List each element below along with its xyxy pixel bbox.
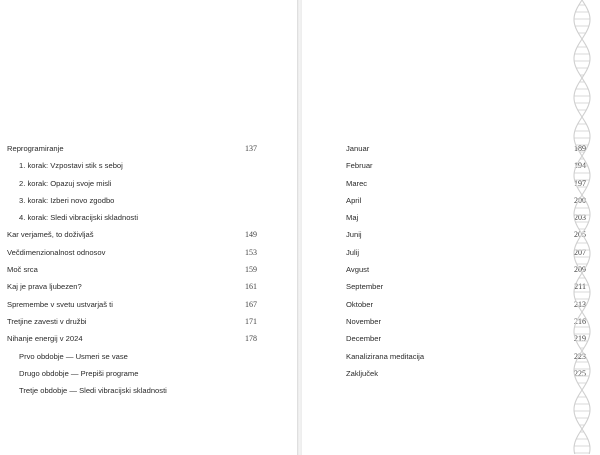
toc-entry-page-number: 216 bbox=[574, 316, 586, 326]
toc-entry-page-number: 178 bbox=[245, 334, 257, 344]
toc-entry bbox=[7, 226, 257, 243]
toc-entry-title: Moč srca bbox=[7, 265, 38, 275]
toc-entry-title: Maj bbox=[346, 213, 359, 223]
toc-entry-title: Večdimenzionalnost odnosov bbox=[7, 247, 106, 257]
toc-entry bbox=[346, 365, 586, 382]
toc-entry-page-number: 219 bbox=[574, 334, 586, 344]
toc-entry bbox=[346, 296, 586, 313]
toc-entry-title: Tretjine zavesti v družbi bbox=[7, 316, 87, 326]
toc-entry bbox=[346, 209, 586, 226]
toc-entry bbox=[346, 330, 586, 347]
toc-entry bbox=[346, 244, 586, 261]
toc-entry bbox=[7, 296, 257, 313]
toc-entry bbox=[7, 278, 257, 295]
toc-entry-page-number: 209 bbox=[574, 265, 586, 275]
toc-entry bbox=[7, 244, 257, 261]
table-of-contents-right bbox=[346, 140, 586, 382]
toc-entry bbox=[346, 348, 586, 365]
toc-entry-page-number: 161 bbox=[245, 282, 257, 292]
toc-entry bbox=[7, 157, 257, 174]
toc-entry-title: Julij bbox=[346, 247, 360, 257]
toc-entry bbox=[346, 192, 586, 209]
toc-entry bbox=[7, 348, 257, 365]
toc-entry-page-number: 197 bbox=[574, 178, 586, 188]
toc-entry bbox=[7, 261, 257, 278]
toc-entry-title: November bbox=[346, 316, 382, 326]
toc-entry-page-number: 207 bbox=[574, 247, 586, 257]
toc-entry-title: Marec bbox=[346, 178, 368, 188]
toc-entry-page-number: 149 bbox=[245, 230, 257, 240]
toc-entry-title: Reprogramiranje bbox=[7, 144, 64, 153]
toc-entry-title: Drugo obdobje — Prepiši programe bbox=[19, 368, 139, 378]
toc-entry-title: Spremembe v svetu ustvarjaš ti bbox=[7, 299, 113, 309]
toc-entry-page-number: 159 bbox=[245, 265, 257, 275]
toc-entry-title: Oktober bbox=[346, 299, 374, 309]
toc-entry-page-number: 200 bbox=[574, 195, 586, 205]
toc-entry bbox=[7, 313, 257, 330]
toc-entry-title: Zaključek bbox=[346, 368, 379, 378]
toc-entry-page-number: 167 bbox=[245, 299, 257, 309]
toc-entry bbox=[7, 140, 257, 157]
toc-entry-title: 1. korak: Vzpostavi stik s seboj bbox=[19, 161, 123, 171]
toc-entry-title: April bbox=[346, 195, 362, 205]
right-page bbox=[302, 0, 600, 455]
toc-entry-page-number: 213 bbox=[574, 299, 586, 309]
toc-entry bbox=[346, 278, 586, 295]
toc-entry-title: Avgust bbox=[346, 265, 370, 275]
toc-entry bbox=[346, 226, 586, 243]
toc-entry bbox=[7, 175, 257, 192]
toc-entry bbox=[346, 140, 586, 157]
toc-entry-title: Prvo obdobje — Usmeri se vase bbox=[19, 351, 128, 361]
toc-entry-title: Januar bbox=[346, 144, 370, 153]
toc-entry bbox=[7, 192, 257, 209]
toc-entry-page-number: 211 bbox=[574, 282, 586, 292]
toc-entry-title: 3. korak: Izberi novo zgodbo bbox=[19, 195, 115, 205]
toc-entry bbox=[7, 209, 257, 226]
toc-entry bbox=[346, 157, 586, 174]
toc-entry-page-number: 205 bbox=[574, 230, 586, 240]
toc-entry-page-number: 203 bbox=[574, 213, 586, 223]
toc-entry-title: Kanalizirana meditacija bbox=[346, 351, 425, 361]
toc-entry-title: Februar bbox=[346, 161, 373, 171]
toc-entry-title: December bbox=[346, 334, 382, 344]
toc-entry-title: Tretje obdobje — Sledi vibracijski skladnosti bbox=[19, 386, 167, 396]
dna-helix-icon bbox=[570, 0, 600, 455]
toc-entry-title: Kaj je prava ljubezen? bbox=[7, 282, 82, 292]
toc-entry bbox=[346, 261, 586, 278]
toc-entry-page-number: 171 bbox=[245, 316, 257, 326]
toc-entry bbox=[7, 330, 257, 347]
toc-entry-title: 4. korak: Sledi vibracijski skladnosti bbox=[19, 213, 139, 223]
toc-entry-title: 2. korak: Opazuj svoje misli bbox=[19, 178, 112, 188]
toc-entry-page-number: 225 bbox=[574, 368, 586, 378]
toc-entry-title: Nihanje energij v 2024 bbox=[7, 334, 83, 344]
toc-entry-page-number: 194 bbox=[574, 161, 586, 171]
toc-entry-page-number: 189 bbox=[574, 144, 586, 153]
toc-entry bbox=[7, 365, 257, 382]
toc-entry-title: September bbox=[346, 282, 384, 292]
toc-entry-page-number: 153 bbox=[245, 247, 257, 257]
table-of-contents-left bbox=[7, 140, 257, 399]
toc-entry bbox=[346, 175, 586, 192]
toc-entry-title: Kar verjameš, to doživljaš bbox=[7, 230, 94, 240]
toc-entry-page-number: 223 bbox=[574, 351, 586, 361]
toc-entry-page-number: 137 bbox=[245, 144, 257, 153]
toc-entry bbox=[7, 382, 257, 399]
left-page bbox=[0, 0, 297, 455]
toc-entry-title: Junij bbox=[346, 230, 362, 240]
toc-entry bbox=[346, 313, 586, 330]
